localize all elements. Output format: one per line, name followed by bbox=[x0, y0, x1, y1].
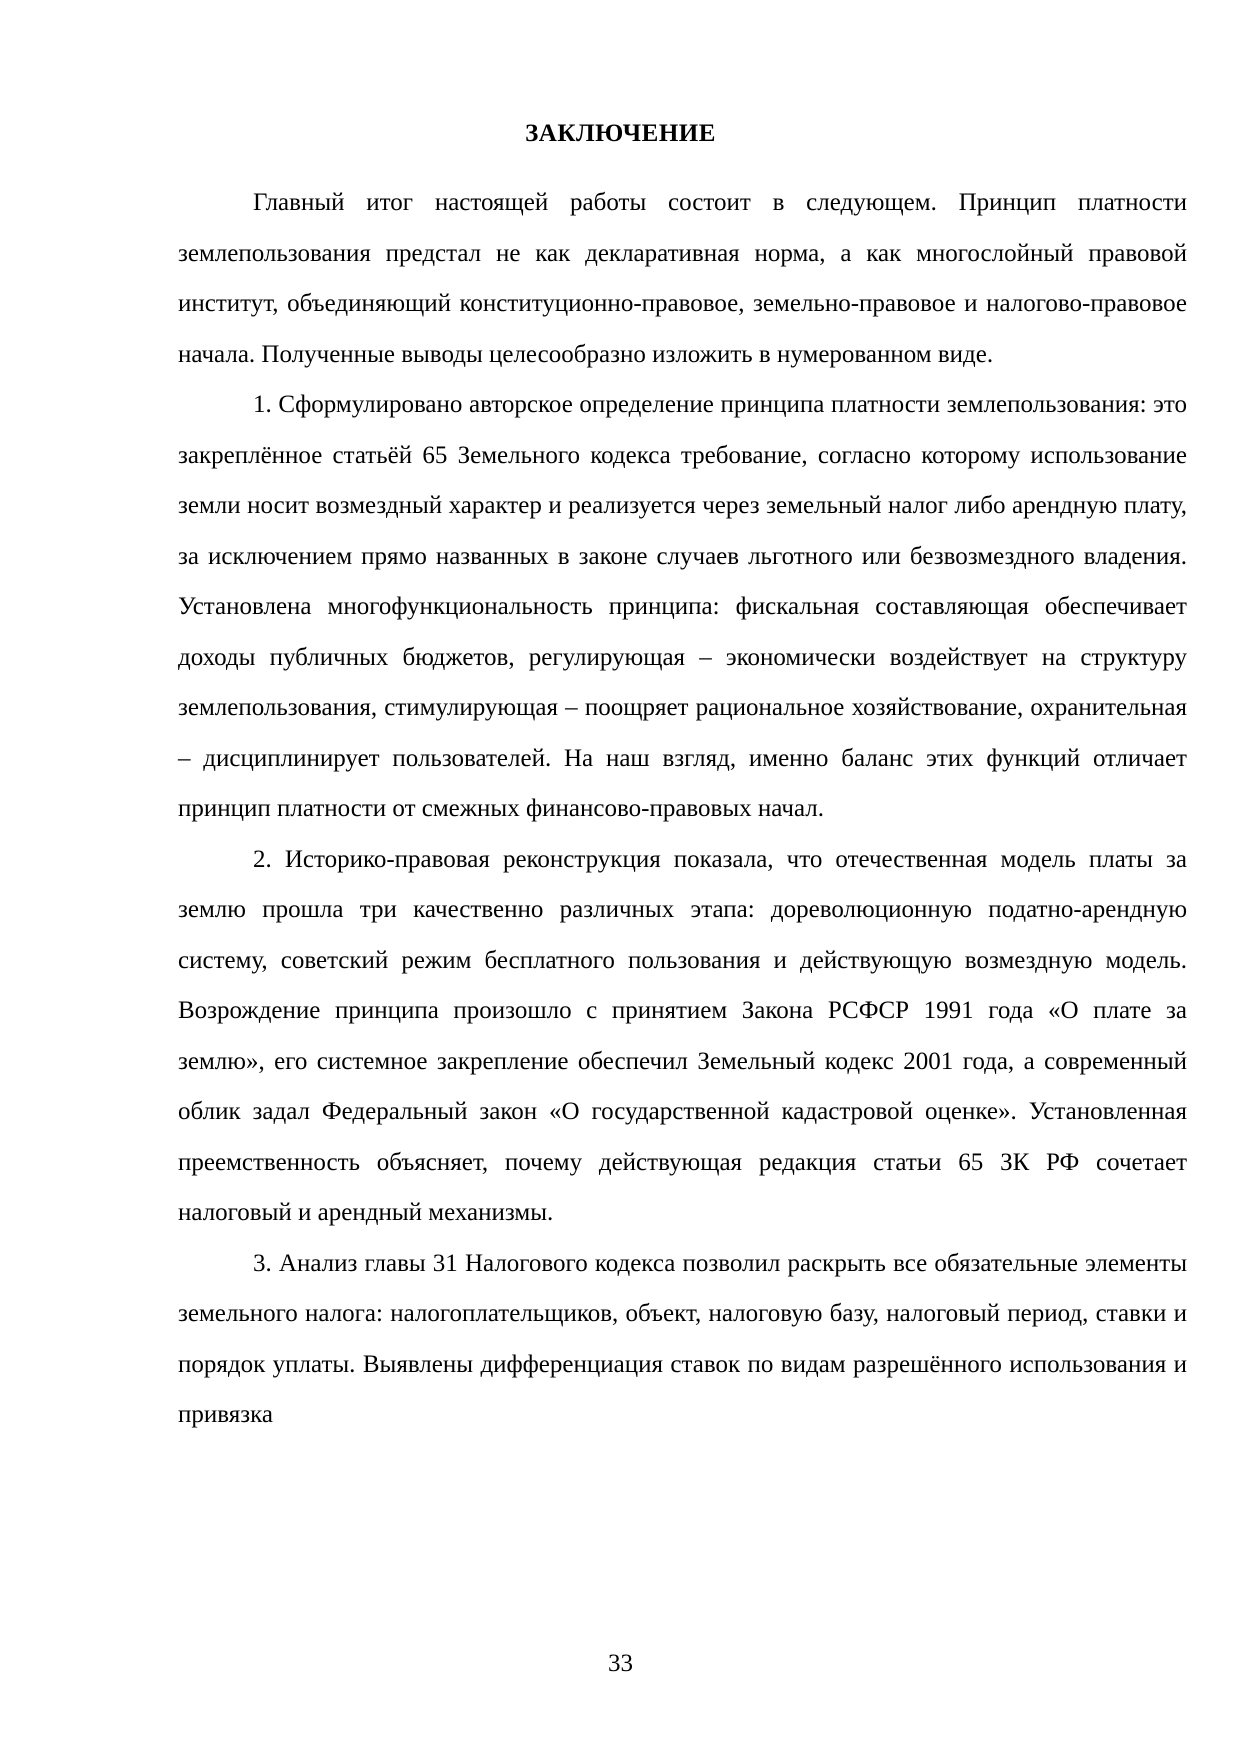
paragraph-item-3: 3. Анализ главы 31 Налогового кодекса позволил раскрыть все обязательные элементы земельного налога: налогоплательщиков, объект, налоговую базу, налоговый период, ставки и порядок уплаты. Выявлены дифференциация ставок по видам разрешённого использования и привязка bbox=[178, 1249, 1187, 1428]
paragraph-intro: Главный итог настоящей работы состоит в следующем. Принцип платности землепользования предстал не как декларативная норма, а как многослойный правовой институт, объединяющий конституционно-правовое, земельно-правовое и налогово-правовое начала. Полученные выводы целесообразно изложить в нумерованном виде. bbox=[178, 189, 1187, 368]
page-number: 33 bbox=[608, 1650, 633, 1677]
paragraph-item-1: 1. Сформулировано авторское определение принципа платности землепользования: это закреплённое статьёй 65 Земельного кодекса требование, согласно которому использование земли носит возмездный характер и реализуется через земельный налог либо арендную плату, за исключением прямо названных в законе случаев льготного или безвозмездного владения. Установлена многофункциональность принципа: фискальная составляющая обеспечивает доходы публичных бюджетов, регулирующая – экономически воздействует на структуру землепользования, стимулирующая – поощряет рациональное хозяйствование, охранительная – дисциплинирует пользователей. На наш взгляд, именно баланс этих функций отличает принцип платности от смежных финансово-правовых начал. bbox=[178, 391, 1187, 822]
page-title: ЗАКЛЮЧЕНИЕ bbox=[525, 120, 716, 147]
body-text bbox=[178, 178, 1187, 1441]
paragraph-item-2: 2. Историко-правовая реконструкция показала, что отечественная модель платы за землю прошла три качественно различных этапа: дореволюционную податно-арендную систему, советский режим бесплатного пользования и действующую возмездную модель. Возрождение принципа произошло с принятием Закона РСФСР 1991 года «О плате за землю», его системное закрепление обеспечил Земельный кодекс 2001 года, а современный облик задал Федеральный закон «О государственной кадастровой оценке». Установленная преемственность объясняет, почему действующая редакция статьи 65 ЗК РФ сочетает налоговый и арендный механизмы. bbox=[178, 845, 1187, 1226]
